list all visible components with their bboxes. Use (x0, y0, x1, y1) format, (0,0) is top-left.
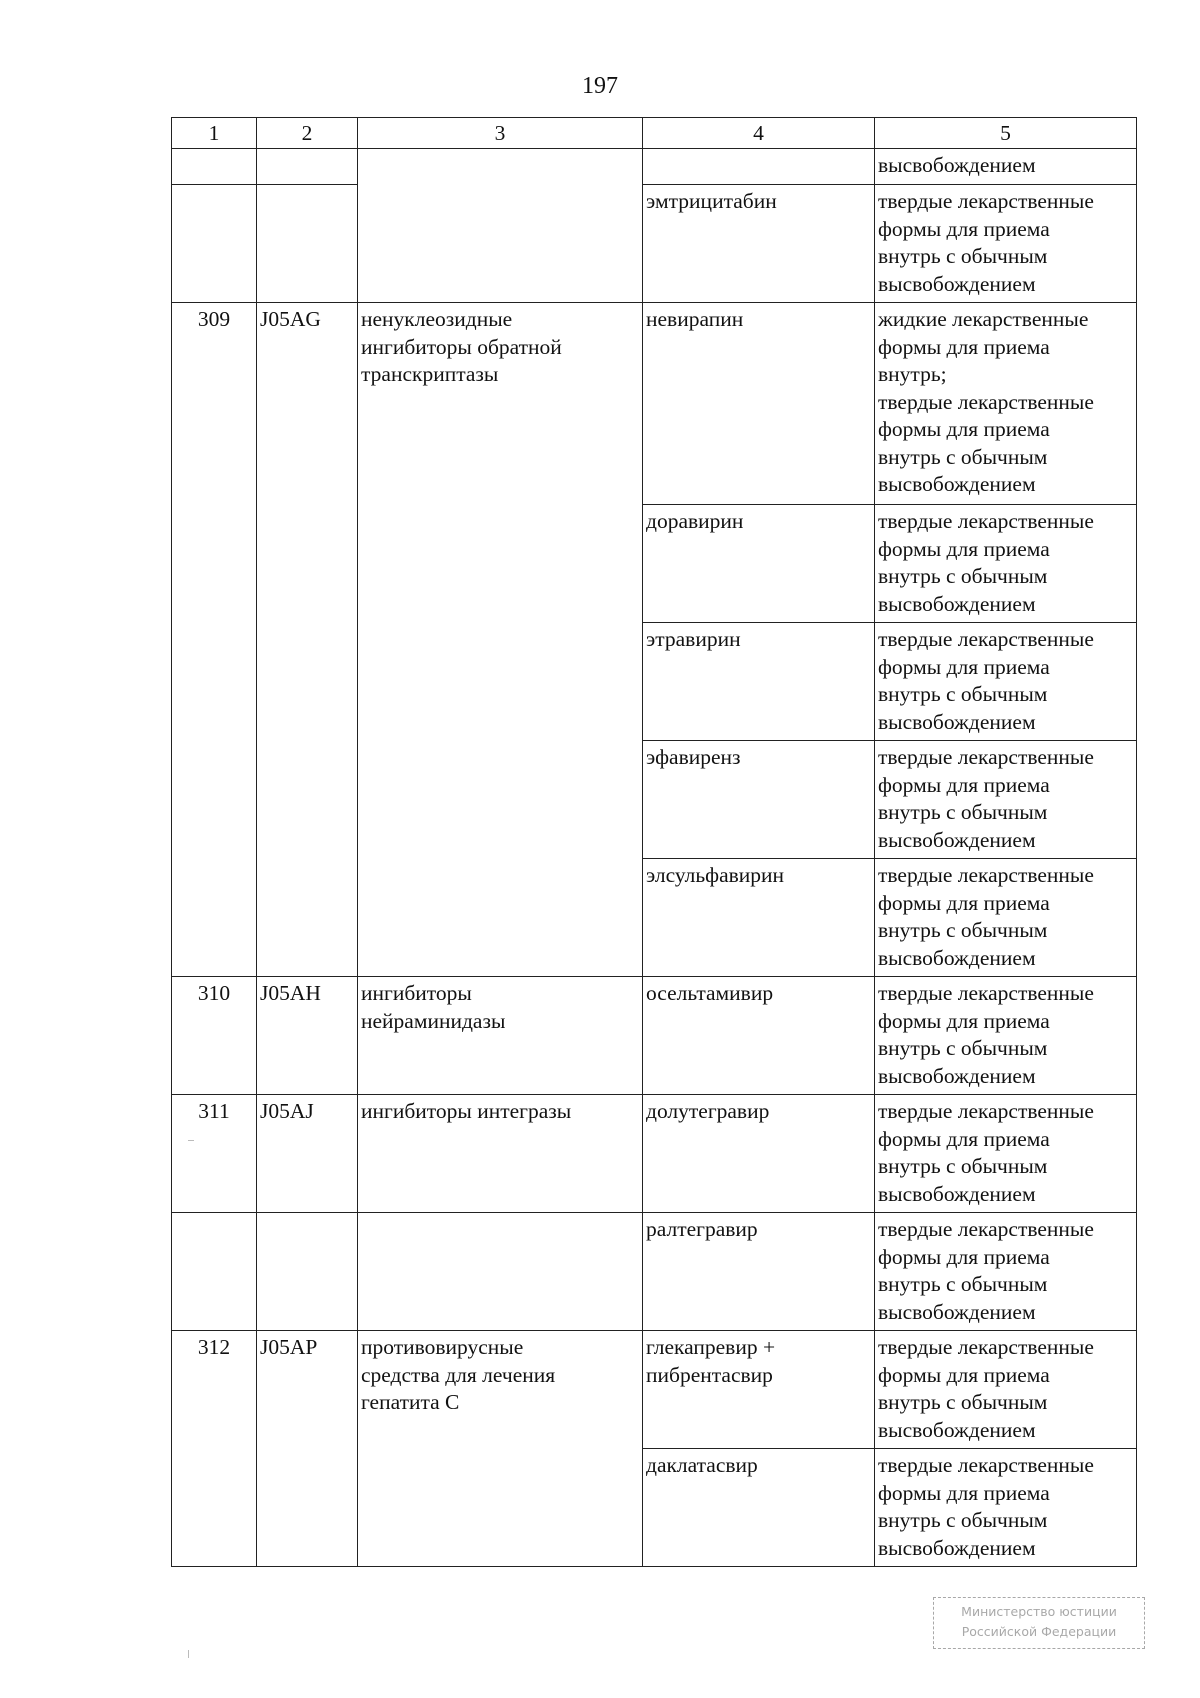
table-row (172, 1449, 1137, 1567)
group-name-cell (358, 1213, 643, 1331)
dosage-form-cell: жидкие лекарственные формы для приема внутрь; твердые лекарственные формы для приема внутрь с обычным высвобождением (875, 303, 1137, 505)
dosage-form-cell: твердые лекарственные формы для приема внутрь с обычным высвобождением (875, 741, 1137, 859)
drug-name-cell: этравирин (643, 623, 875, 741)
dosage-form-cell: твердые лекарственные формы для приема внутрь с обычным высвобождением (875, 1095, 1137, 1213)
row-number-cell (172, 741, 257, 859)
group-name-cell: противовирусные средства для лечения гепатита С (358, 1331, 643, 1449)
atc-code-cell (257, 859, 358, 977)
scan-margin-mark (188, 1650, 189, 1658)
table-row (172, 977, 1137, 1095)
table-row (172, 1331, 1137, 1449)
stamp-line-2: Российской Федерации (961, 1624, 1117, 1639)
table-row (172, 859, 1137, 977)
group-name-cell: ингибиторы интегразы (358, 1095, 643, 1213)
row-number-cell: 312 (172, 1331, 257, 1449)
column-header-4: 4 (643, 118, 875, 149)
drug-name-cell: эмтрицитабин (643, 185, 875, 303)
table-row (172, 149, 1137, 185)
table-row (172, 1213, 1137, 1331)
column-header-1: 1 (172, 118, 257, 149)
group-name-cell (358, 149, 643, 185)
group-name-cell: ненуклеозидные ингибиторы обратной транскриптазы (358, 303, 643, 505)
group-name-cell (358, 741, 643, 859)
stamp-line-1: Министерство юстиции (961, 1604, 1117, 1619)
drug-name-cell (643, 149, 875, 185)
group-name-cell (358, 505, 643, 623)
row-number-cell (172, 623, 257, 741)
atc-code-cell (257, 623, 358, 741)
table-row (172, 185, 1137, 303)
table-row (172, 1095, 1137, 1213)
dosage-form-cell: твердые лекарственные формы для приема внутрь с обычным высвобождением (875, 623, 1137, 741)
drug-name-cell: осельтамивир (643, 977, 875, 1095)
drug-name-cell: даклатасвир (643, 1449, 875, 1567)
column-header-5: 5 (875, 118, 1137, 149)
group-name-cell (358, 859, 643, 977)
row-number-cell (172, 859, 257, 977)
drug-name-cell: эфавиренз (643, 741, 875, 859)
page-number: 197 (582, 73, 618, 99)
row-number-cell: 311 (172, 1095, 257, 1213)
atc-code-cell: J05AP (257, 1331, 358, 1449)
group-name-cell (358, 623, 643, 741)
dosage-form-cell: твердые лекарственные формы для приема внутрь с обычным высвобождением (875, 505, 1137, 623)
atc-code-cell (257, 741, 358, 859)
drug-list-table (171, 117, 1137, 1567)
dosage-form-cell: твердые лекарственные формы для приема внутрь с обычным высвобождением (875, 1213, 1137, 1331)
row-number-cell (172, 505, 257, 623)
registration-stamp (933, 1597, 1145, 1649)
atc-code-cell (257, 185, 358, 303)
row-number-cell (172, 1449, 257, 1567)
drug-name-cell: ралтегравир (643, 1213, 875, 1331)
row-number-cell: 310 (172, 977, 257, 1095)
drug-name-cell: глекапревир + пибрентасвир (643, 1331, 875, 1449)
atc-code-cell (257, 505, 358, 623)
dosage-form-cell: высвобождением (875, 149, 1137, 185)
column-header-2: 2 (257, 118, 358, 149)
atc-code-cell (257, 149, 358, 185)
group-name-cell: ингибиторы нейраминидазы (358, 977, 643, 1095)
row-number-cell (172, 1213, 257, 1331)
drug-name-cell: долутегравир (643, 1095, 875, 1213)
dosage-form-cell: твердые лекарственные формы для приема внутрь с обычным высвобождением (875, 977, 1137, 1095)
table-row (172, 303, 1137, 505)
dosage-form-cell: твердые лекарственные формы для приема внутрь с обычным высвобождением (875, 1449, 1137, 1567)
row-number-cell: 309 (172, 303, 257, 505)
row-number-cell (172, 149, 257, 185)
dosage-form-cell: твердые лекарственные формы для приема внутрь с обычным высвобождением (875, 859, 1137, 977)
table-row (172, 741, 1137, 859)
dosage-form-cell: твердые лекарственные формы для приема внутрь с обычным высвобождением (875, 1331, 1137, 1449)
dosage-form-cell: твердые лекарственные формы для приема внутрь с обычным высвобождением (875, 185, 1137, 303)
column-header-3: 3 (358, 118, 643, 149)
atc-code-cell: J05AG (257, 303, 358, 505)
group-name-cell (358, 185, 643, 303)
table-row (172, 505, 1137, 623)
scan-margin-mark (188, 1140, 194, 1141)
drug-name-cell: элсульфавирин (643, 859, 875, 977)
atc-code-cell: J05AH (257, 977, 358, 1095)
atc-code-cell (257, 1449, 358, 1567)
row-number-cell (172, 185, 257, 303)
drug-name-cell: невирапин (643, 303, 875, 505)
table-row (172, 623, 1137, 741)
atc-code-cell: J05AJ (257, 1095, 358, 1213)
drug-name-cell: доравирин (643, 505, 875, 623)
group-name-cell (358, 1449, 643, 1567)
atc-code-cell (257, 1213, 358, 1331)
table-header-row (172, 118, 1137, 149)
